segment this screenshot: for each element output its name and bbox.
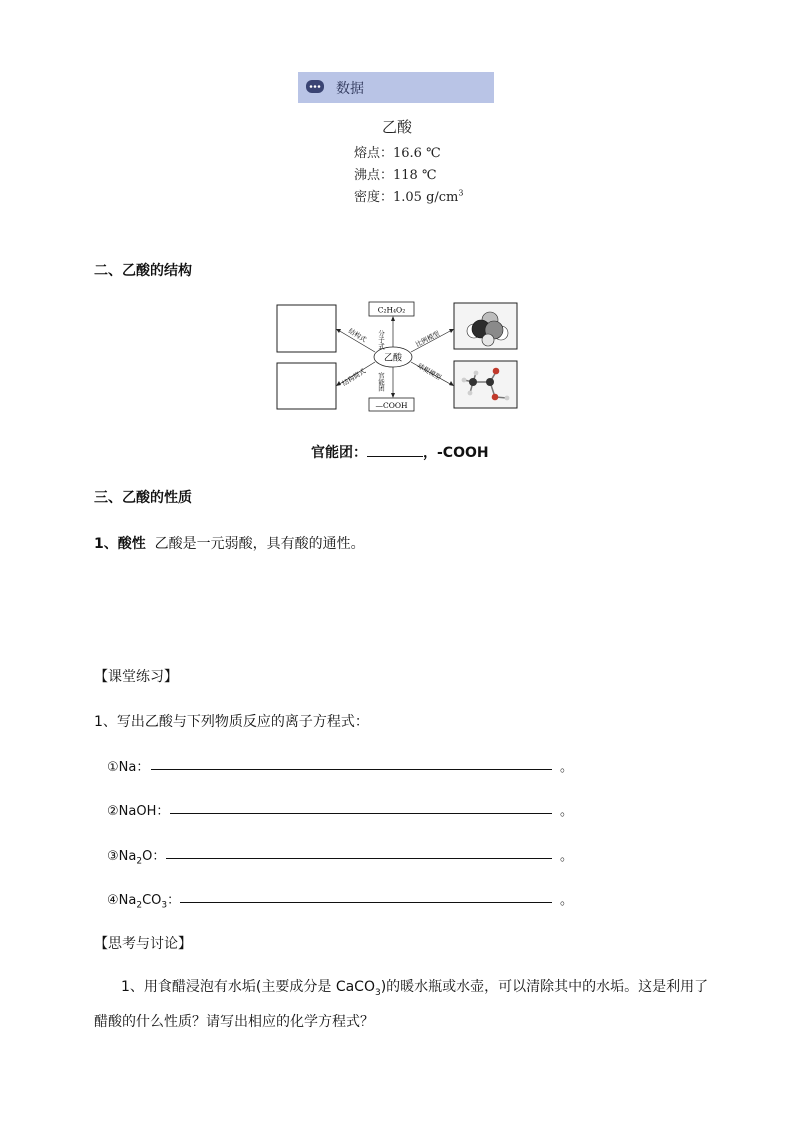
label-simplified-formula: 结构简式 [340, 367, 368, 388]
functional-group-suffix: ，-COOH [423, 445, 489, 461]
functional-group-blank[interactable] [367, 444, 423, 457]
space-filling-model-image [454, 303, 517, 349]
density-value: 密度：1.05 g/cm [354, 190, 459, 205]
cooh-text: —COOH [375, 401, 408, 410]
functional-group-label: 官能团： [311, 445, 367, 461]
chat-bubble-icon [305, 79, 325, 96]
end-mark-na2co3: 。 [560, 893, 574, 908]
label-structural-formula: 结构式 [346, 326, 368, 344]
section-heading-structure: 二、乙酸的结构 [94, 263, 192, 279]
density [354, 186, 463, 205]
melting-point: 熔点：16.6 ℃ [354, 146, 441, 161]
acidity-paragraph [94, 533, 365, 553]
acidity-text: 乙酸是一元弱酸，具有酸的通性。 [154, 536, 365, 552]
acidity-label: 1、酸性 [94, 536, 146, 552]
exercise-item-na2co3: $④Na_2CO_3$： [107, 893, 181, 911]
na2o-label: ③Na [107, 849, 137, 864]
exercise-item-naoh: ②NaOH： [107, 804, 170, 819]
label-space-filling-model: 比例模型 [414, 329, 441, 349]
acetic-acid-structure-diagram [276, 300, 522, 412]
discussion-line-2: 醋酸的什么性质？请写出相应的化学方程式？ [94, 1014, 374, 1030]
data-card [298, 72, 494, 218]
simplified-formula-box [277, 363, 336, 409]
exercise-question: 1、写出乙酸与下列物质反应的离子方程式： [94, 714, 369, 730]
data-card-header-label: 数据 [336, 81, 364, 97]
end-mark-naoh: 。 [560, 804, 574, 819]
data-card-header [298, 72, 494, 103]
section-heading-properties: 三、乙酸的性质 [94, 490, 192, 506]
functional-group-line [311, 442, 489, 462]
density-exponent: 3 [458, 188, 464, 198]
exercise-item-na: ①Na： [107, 760, 150, 775]
molecular-formula-text: C₂H₄O₂ [377, 305, 406, 315]
boiling-point: 沸点：118 ℃ [354, 168, 437, 183]
discussion-line-1-end: )的暖水瓶或水壶，可以清除其中的水垢。这是利用了 [380, 979, 709, 995]
label-functional-group: 官能团 [377, 372, 385, 392]
answer-line-na2co3[interactable] [180, 902, 552, 903]
end-mark-na: 。 [560, 760, 574, 775]
end-mark-na2o: 。 [560, 849, 574, 864]
center-label: 乙酸 [383, 353, 403, 364]
answer-line-na2o[interactable] [166, 858, 552, 859]
data-card-substance: 乙酸 [382, 118, 413, 136]
exercise-item-na2o: $③Na_2O$： [107, 849, 166, 867]
structural-formula-box [277, 305, 336, 352]
answer-line-naoh[interactable] [170, 813, 552, 814]
discussion-line-1: 1、用食醋浸泡有水垢(主要成分是 CaCO$_3$)的暖水瓶或水壶，可以清除其中的水垢。这是利用了 [121, 979, 709, 998]
na2co3-label: ④Na [107, 893, 137, 908]
discussion-line-1-start: 1、用食醋浸泡有水垢(主要成分是 CaCO [121, 979, 375, 995]
label-molecular-formula: 分子式 [377, 330, 385, 350]
discussion-heading: 【思考与讨论】 [94, 936, 192, 952]
answer-line-na[interactable] [151, 769, 552, 770]
label-ball-stick-model: 球棍模型 [416, 361, 443, 382]
exercise-heading: 【课堂练习】 [94, 669, 178, 685]
ball-stick-model-image [454, 361, 517, 408]
